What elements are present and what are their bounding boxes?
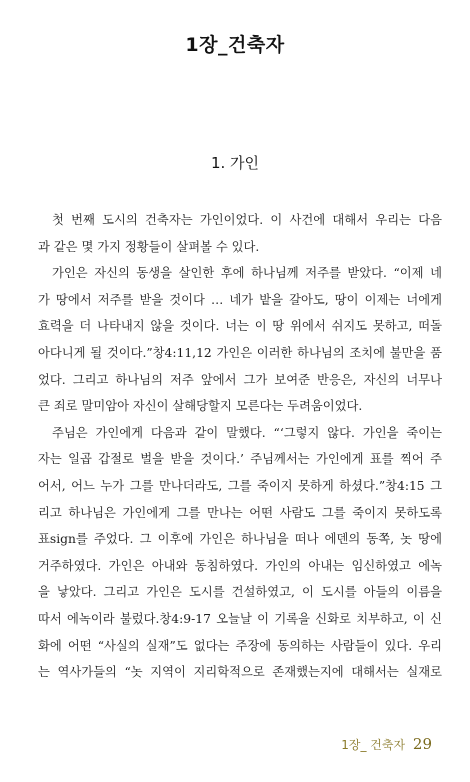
section-title: 1. 가인 (210, 154, 260, 172)
text-line: 가 땅에서 저주를 받을 것이다 … 네가 밭을 갈아도, 땅이 이제는 너에게 (38, 292, 442, 307)
text-line: 첫 번째 도시의 건축자는 가인이었다. 이 사건에 대해서 우리는 다음 (52, 213, 442, 227)
text-line: 효력을 더 나타내지 않을 것이다. 너는 이 땅 위에서 쉬지도 못하고, 떠돌 (38, 319, 442, 334)
text-line: 거주하였다. 가인은 아내와 동침하였다. 가인의 아내는 임신하였고 에녹 (38, 558, 442, 573)
text-line: 었다. 그리고 하나님의 저주 앞에서 그가 보여준 반응은, 자신의 너무나 (38, 372, 442, 387)
running-footer (341, 735, 432, 753)
text-line: 리고 하나님은 가인에게 그를 만나는 어떤 사람도 그를 죽이지 못하도록 (38, 505, 442, 520)
text-line: 을 낳았다. 그리고 가인은 도시를 건설하였고, 이 도시를 아들의 이름을 (38, 585, 442, 600)
text-line: 표sign를 주었다. 그 이후에 가인은 하나님을 떠나 에덴의 동쪽, 놋 땅에 (38, 532, 442, 547)
text-line: 가인은 자신의 동생을 살인한 후에 하나님께 저주를 받았다. “이제 네 (52, 266, 442, 281)
text-line: 과 같은 몇 가지 정황들이 살펴볼 수 있다. (38, 239, 260, 254)
text-line: 큰 죄로 말미암아 자신이 살해당할지 모른다는 두려움이었다. (38, 399, 363, 414)
body-text (38, 207, 442, 686)
running-title: 1장_ 건축자 (341, 738, 406, 752)
chapter-title: 1장_건축자 (185, 34, 285, 56)
text-line: 는 역사가들의 “놋 지역이 지리학적으로 존재했는지에 대해서는 실재로 (38, 665, 442, 680)
text-line: 주님은 가인에게 다음과 같이 말했다. “‘그렇지 않다. 가인을 죽이는 (52, 425, 442, 440)
text-line: 따서 에녹이라 불렀다.창4:9-17 오늘날 이 기록을 신화로 치부하고, 이 신 (38, 611, 442, 626)
page-number: 29 (412, 735, 432, 753)
text-line: 아다니게 될 것이다.”창4:11,12 가인은 이러한 하나님의 조치에 불만을 품 (38, 345, 442, 360)
text-line: 자는 일곱 갑절로 벌을 받을 것이다.’ 주님께서는 가인에게 표를 찍어 주 (38, 452, 442, 467)
text-line: 화에 어떤 “사실의 실재”도 없다는 주장에 동의하는 사람들이 있다. 우리 (38, 638, 442, 653)
text-line: 어서, 어느 누가 그를 만나더라도, 그를 죽이지 못하게 하셨다.”창4:15 그 (38, 478, 442, 493)
